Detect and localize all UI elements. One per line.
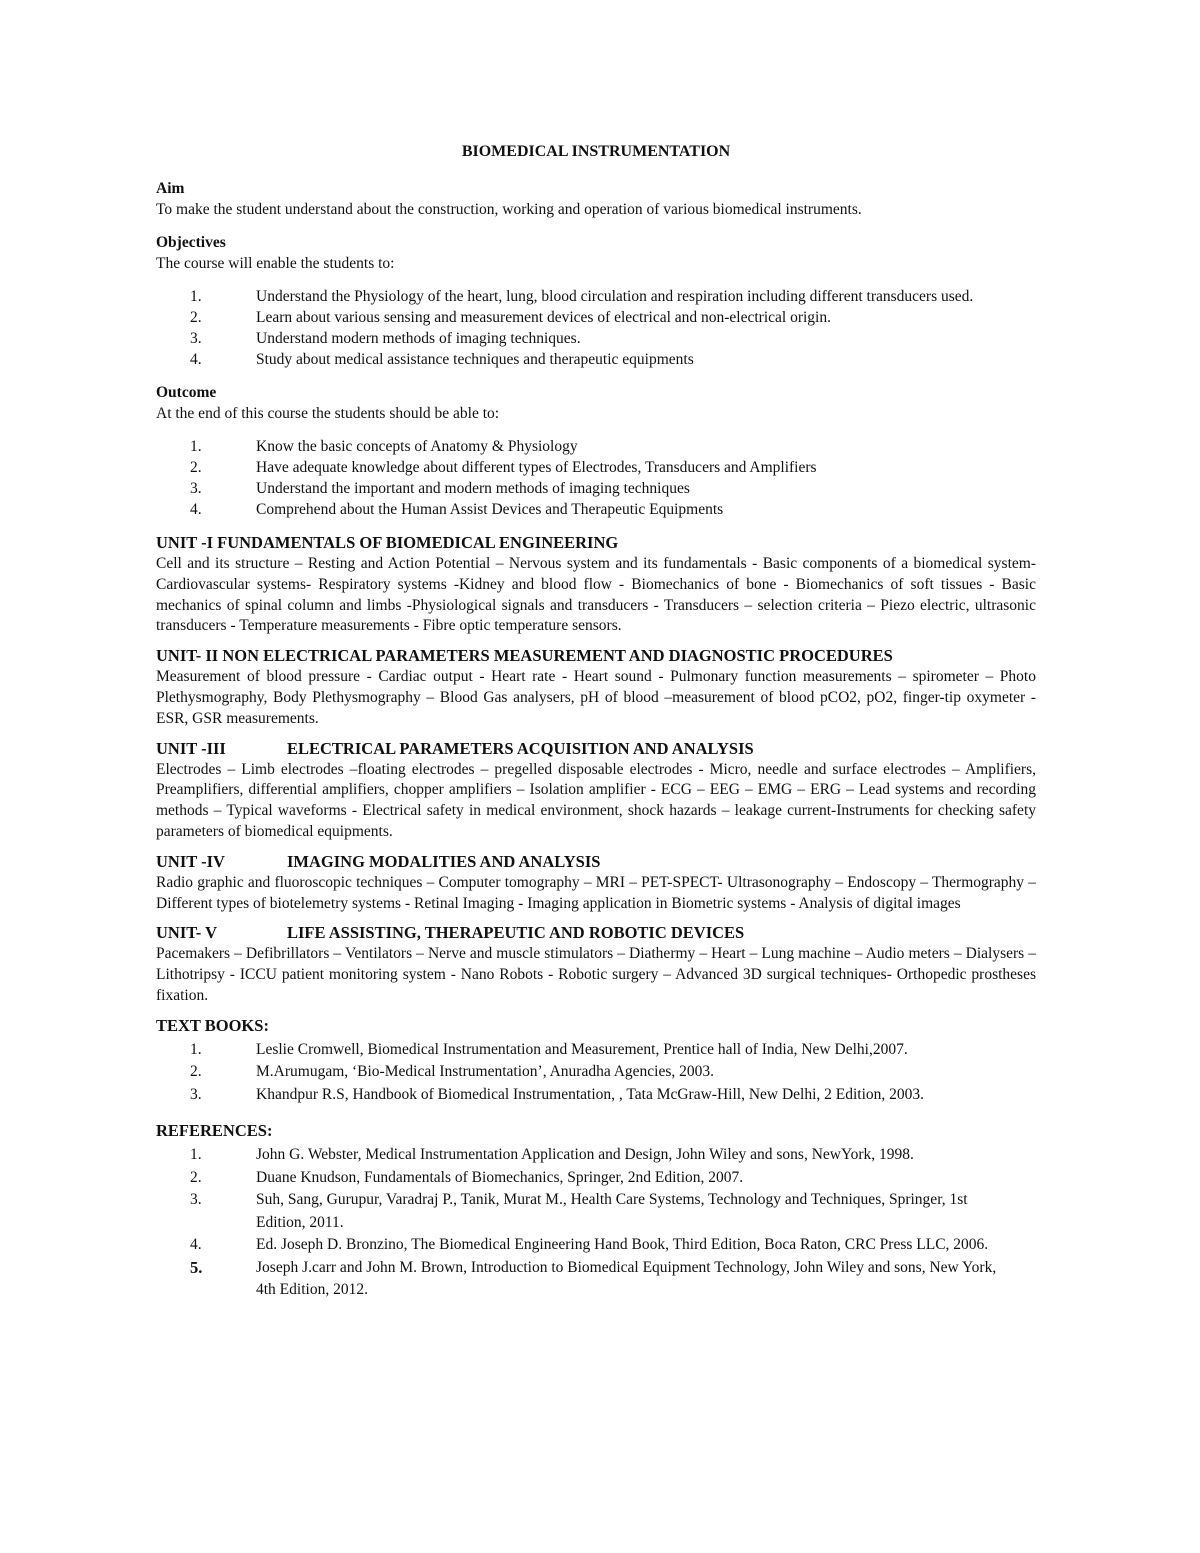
references-list (156, 1144, 1036, 1302)
list-item (156, 1144, 1036, 1167)
list-text: Duane Knudson, Fundamentals of Biomechanics, Springer, 2nd Edition, 2007. (256, 1168, 744, 1186)
unit-4-title: IMAGING MODALITIES AND ANALYSIS (287, 851, 601, 871)
list-item (156, 478, 1036, 499)
list-item (156, 286, 1036, 307)
unit-3-section (156, 738, 1036, 843)
list-text: Ed. Joseph D. Bronzino, The Biomedical Engineering Hand Book, Third Edition, Boca Raton, CRC Press LLC, 2006. (256, 1236, 989, 1254)
outcome-heading: Outcome (156, 384, 217, 401)
unit-5-code: UNIT- V (156, 923, 217, 943)
list-item (156, 436, 1036, 457)
list-text: Understand the Physiology of the heart, lung, blood circulation and respiration including different transducers used. (256, 288, 974, 305)
list-text: Suh, Sang, Gurupur, Varadraj P., Tanik, Murat M., Health Care Systems, Technology and Techniques, Springer, 1st Edition, 2011. (256, 1191, 968, 1231)
list-item (156, 1167, 1036, 1190)
objectives-heading: Objectives (156, 234, 226, 251)
list-item (156, 499, 1036, 520)
list-text: Comprehend about the Human Assist Devices and Therapeutic Equipments (256, 501, 724, 518)
unit-4-heading (156, 851, 1036, 873)
list-number: 3. (190, 480, 202, 497)
list-text: Joseph J.carr and John M. Brown, Introduction to Biomedical Equipment Technology, John Wiley and sons, New York, 4th Edition, 2012. (256, 1258, 997, 1299)
list-number: 3. (190, 330, 202, 347)
list-text: Study about medical assistance techniques and therapeutic equipments (256, 351, 694, 368)
list-text: Understand modern methods of imaging techniques. (256, 330, 581, 347)
list-text: Khandpur R.S, Handbook of Biomedical Instrumentation, , Tata McGraw-Hill, New Delhi, 2 Edition, 2003. (256, 1085, 925, 1103)
list-number: 1. (190, 288, 202, 305)
unit-1-title: UNIT -I FUNDAMENTALS OF BIOMEDICAL ENGINEERING (156, 533, 619, 552)
aim-section (156, 178, 1036, 220)
list-item (156, 1039, 1036, 1062)
unit-2-section (156, 645, 1036, 729)
list-item (156, 1257, 1036, 1302)
document-title: BIOMEDICAL INSTRUMENTATION (461, 143, 731, 160)
list-item (156, 1084, 1036, 1107)
objectives-section (156, 232, 1036, 370)
list-item (156, 1189, 1036, 1234)
unit-3-title: ELECTRICAL PARAMETERS ACQUISITION AND ANALYSIS (287, 738, 754, 758)
unit-5-heading (156, 922, 1036, 944)
list-number: 1. (190, 438, 202, 455)
list-text: John G. Webster, Medical Instrumentation Application and Design, John Wiley and sons, NewYork, 1998. (256, 1146, 914, 1164)
list-item (156, 328, 1036, 349)
unit-3-heading (156, 738, 1036, 760)
list-text: Leslie Cromwell, Biomedical Instrumentation and Measurement, Prentice hall of India, New Delhi,2007. (256, 1040, 908, 1058)
list-number: 3. (190, 1191, 202, 1209)
document-content (156, 143, 1036, 1316)
unit-4-code: UNIT -IV (156, 851, 225, 871)
list-number: 2. (190, 1168, 202, 1186)
list-text: Have adequate knowledge about different types of Electrodes, Transducers and Amplifiers (256, 459, 817, 476)
text-books-heading: TEXT BOOKS: (156, 1015, 269, 1035)
unit-5-body: Pacemakers – Defibrillators – Ventilators – Nerve and muscle stimulators – Diathermy – Heart – Lung machine – Audio meters – Dialysers – Lithotripsy - ICCU patient monitoring system - Nano Robots - Robotic surgery – Advanced 3D surgical techniques- Orthopedic prostheses fixation. (156, 945, 1036, 1004)
unit-2-body: Measurement of blood pressure - Cardiac output - Heart rate - Heart sound - Pulmonary function measurements – spirometer – Photo Plethysmography, Body Plethysmography – Blood Gas analysers, pH of blood –measurement of blood pCO2, pO2, finger-tip oxymeter - ESR, GSR measurements. (156, 668, 1036, 727)
list-number: 3. (190, 1085, 202, 1103)
unit-1-section (156, 532, 1036, 637)
list-item (156, 457, 1036, 478)
aim-text: To make the student understand about the construction, working and operation of various biomedical instruments. (156, 201, 862, 218)
unit-3-body: Electrodes – Limb electrodes –floating electrodes – pregelled disposable electrodes - Micro, needle and surface electrodes – Amplifiers, Preamplifiers, differential amplifiers, chopper amplifiers – Isolation amplifier - ECG – EEG – EMG – ERG – Lead systems and recording methods – Typical waveforms - Electrical safety in medical environment, shock hazards – leakage current-Instruments for checking safety parameters of biomedical equipments. (156, 760, 1036, 840)
list-text: Learn about various sensing and measurement devices of electrical and non-electrical origin. (256, 309, 831, 326)
list-number: 5. (190, 1257, 203, 1277)
references-heading: REFERENCES: (156, 1121, 273, 1141)
unit-1-heading (156, 532, 1036, 554)
list-number: 2. (190, 309, 202, 326)
list-item (156, 1234, 1036, 1257)
objectives-intro: The course will enable the students to: (156, 255, 395, 272)
outcome-intro: At the end of this course the students should be able to: (156, 405, 500, 422)
list-number: 1. (190, 1146, 202, 1164)
unit-5-title: LIFE ASSISTING, THERAPEUTIC AND ROBOTIC DEVICES (287, 923, 745, 943)
outcome-section (156, 382, 1036, 520)
unit-5-section (156, 922, 1036, 1006)
unit-2-title: UNIT- II NON ELECTRICAL PARAMETERS MEASUREMENT AND DIAGNOSTIC PROCEDURES (156, 646, 893, 666)
unit-3-code: UNIT -III (156, 738, 226, 758)
list-number: 2. (190, 1063, 202, 1081)
unit-1-body: Cell and its structure – Resting and Action Potential – Nervous system and its fundamentals - Basic components of a biomedical system- Cardiovascular systems- Respiratory systems -Kidney and blood flow - Biomechanics of bone - Biomechanics of soft tissues - Basic mechanics of spinal column and limbs -Physiological signals and transducers - Transducers – selection criteria – Piezo electric, ultrasonic transducers - Temperature measurements - Fibre optic temperature sensors. (156, 555, 1036, 635)
list-number: 1. (190, 1040, 202, 1058)
unit-2-heading (156, 645, 1036, 667)
list-text: Know the basic concepts of Anatomy & Physiology (256, 438, 578, 455)
objectives-list (156, 286, 1036, 370)
list-item (156, 307, 1036, 328)
unit-4-body: Radio graphic and fluoroscopic techniques – Computer tomography – MRI – PET-SPECT- Ultrasonography – Endoscopy – Thermography –Different types of biotelemetry systems - Retinal Imaging - Imaging application in Biometric systems - Analysis of digital images (156, 873, 1036, 912)
list-number: 2. (190, 459, 202, 476)
text-books-section (156, 1015, 1036, 1107)
list-text: Understand the important and modern methods of imaging techniques (256, 480, 690, 497)
list-number: 4. (190, 501, 202, 518)
list-number: 4. (190, 1236, 202, 1254)
list-number: 4. (190, 351, 202, 368)
list-item (156, 1061, 1036, 1084)
list-item (156, 349, 1036, 370)
text-books-list (156, 1039, 1036, 1107)
outcome-list (156, 436, 1036, 520)
unit-4-section (156, 851, 1036, 915)
references-section (156, 1120, 1036, 1302)
list-text: M.Arumugam, ‘Bio-Medical Instrumentation’, Anuradha Agencies, 2003. (256, 1063, 715, 1081)
aim-heading: Aim (156, 180, 185, 197)
